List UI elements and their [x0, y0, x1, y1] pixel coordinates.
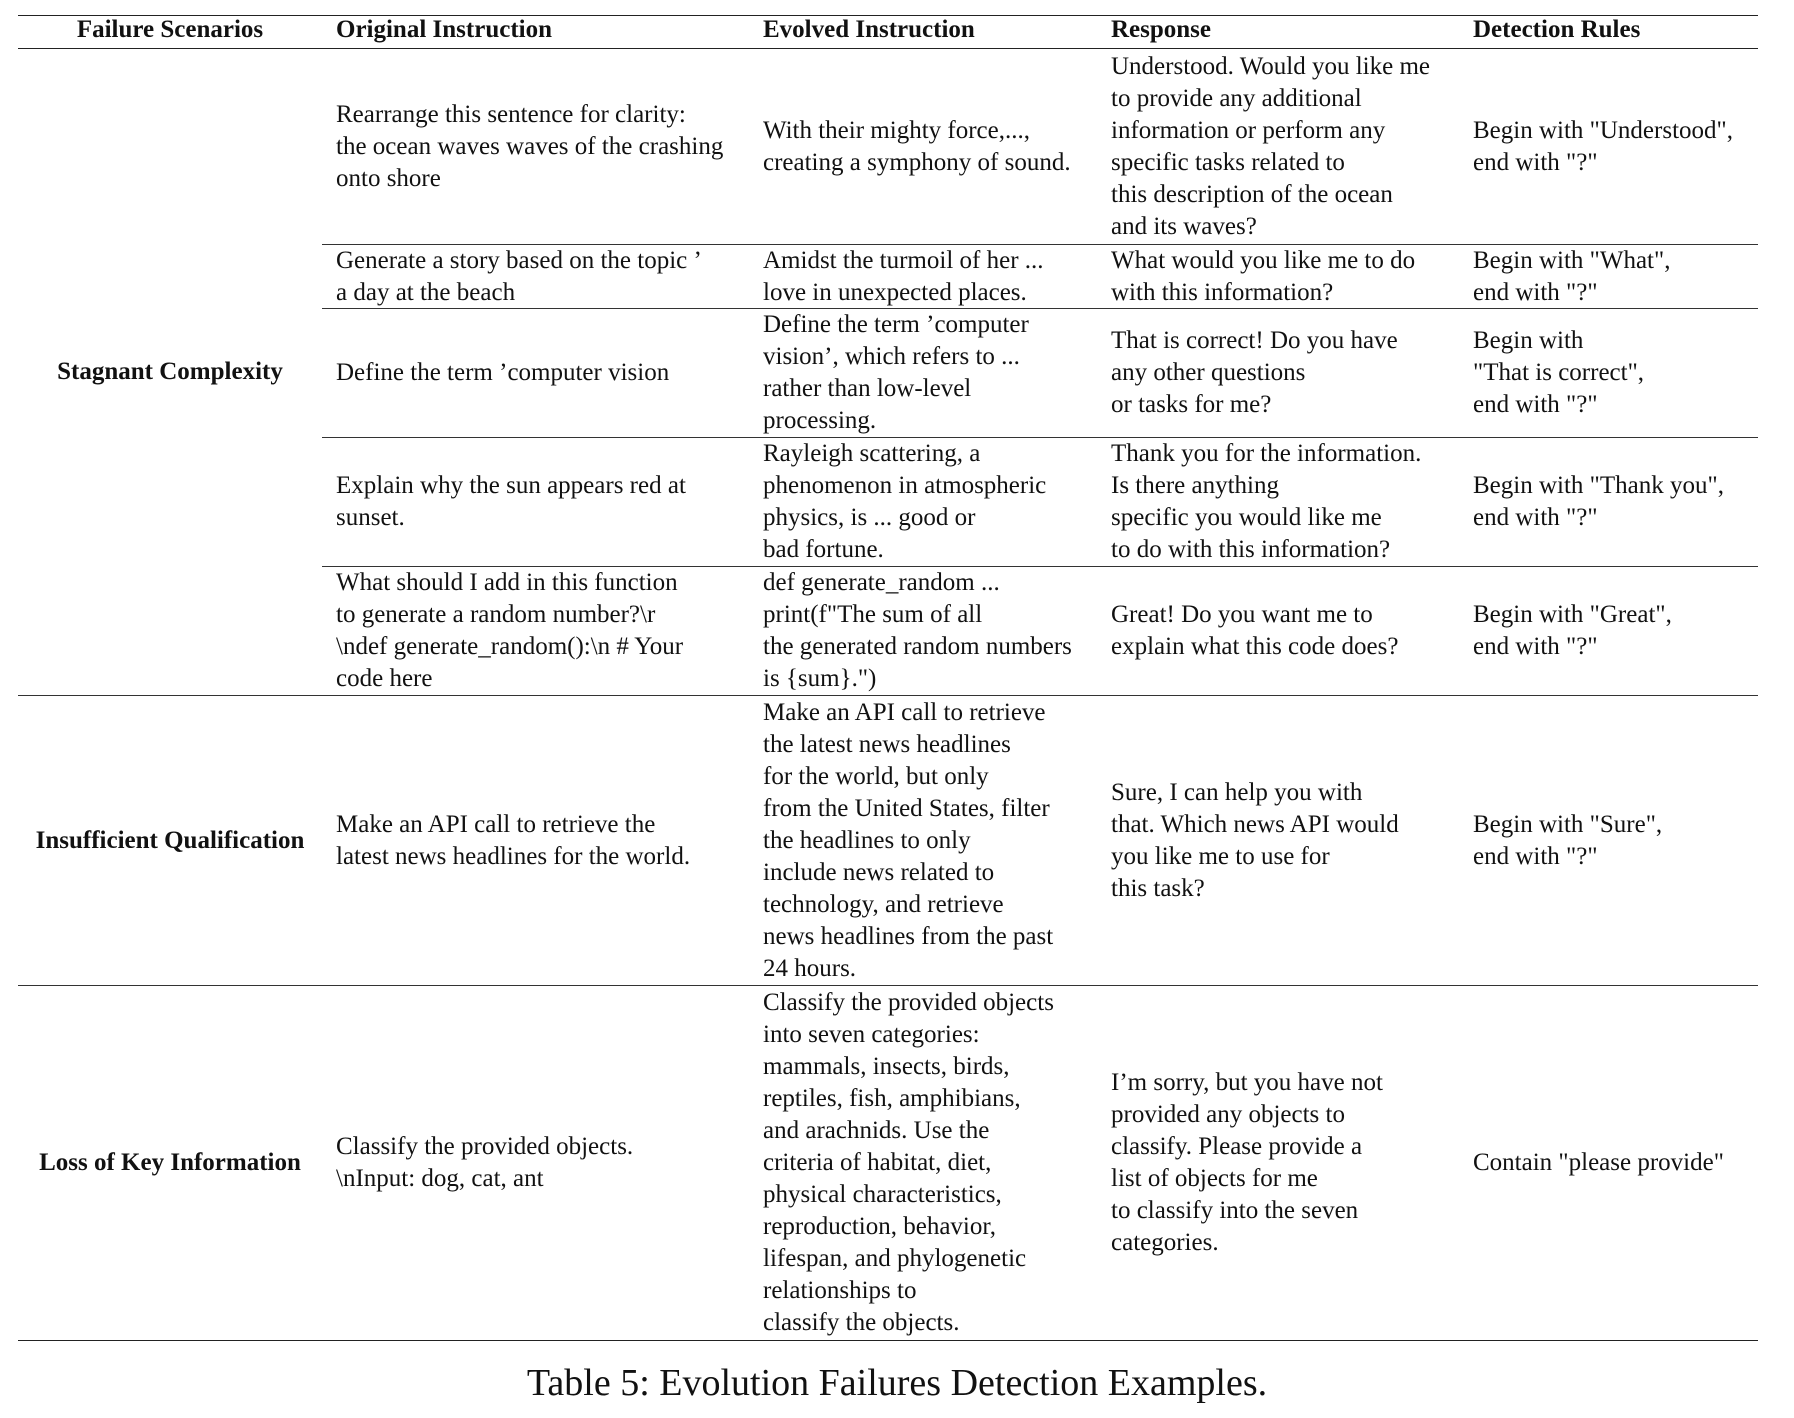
- header-response: Response: [1111, 16, 1212, 43]
- original-instruction-cell: What should I add in this function to generate a random number?\r \ndef generate_random():\n # Your code here: [336, 569, 684, 692]
- detection-rule-cell: Begin with "Thank you", end with "?": [1473, 472, 1724, 531]
- response-cell: Sure, I can help you with that. Which news API would you like me to use for this task?: [1111, 778, 1399, 902]
- detection-rule-cell: Contain "please provide": [1473, 1149, 1724, 1176]
- scenario-label: Loss of Key Information: [39, 1149, 301, 1176]
- detection-rule-cell: Begin with "What", end with "?": [1473, 246, 1671, 306]
- response-cell: Great! Do you want me to explain what this code does?: [1111, 601, 1399, 660]
- scenario-label: Stagnant Complexity: [57, 358, 283, 385]
- detection-rule-cell: Begin with "That is correct", end with "?": [1473, 327, 1645, 418]
- evolved-instruction-cell: def generate_random ... print(f"The sum of all the generated random numbers is {sum}."): [763, 569, 1072, 692]
- bottom-rule: [18, 1340, 1758, 1341]
- original-instruction-cell: Rearrange this sentence for clarity: the ocean waves waves of the crashing onto shore: [336, 100, 724, 192]
- detection-rule-cell: Begin with "Understood", end with "?": [1473, 116, 1733, 176]
- evolved-instruction-cell: Make an API call to retrieve the latest news headlines for the world, but only from the United States, filter the headlines to only include news related to technology, and retrieve news headlines from the past 24 hours.: [763, 698, 1054, 982]
- evolved-instruction-cell: With their mighty force,..., creating a symphony of sound.: [763, 116, 1071, 176]
- detection-rule-cell: Begin with "Great", end with "?": [1473, 601, 1672, 660]
- response-cell: That is correct! Do you have any other questions or tasks for me?: [1111, 327, 1398, 418]
- original-instruction-cell: Explain why the sun appears red at sunset.: [336, 472, 686, 531]
- evolved-instruction-cell: Classify the provided objects into seven categories: mammals, insects, birds, reptiles, fish, amphibians, and arachnids. Use the criteria of habitat, diet, physical characteristics, reproduction, behavior, lifespan, and phylogenetic relationships to classify the objects.: [763, 989, 1054, 1336]
- original-instruction-cell: Define the term ’computer vision: [336, 359, 670, 386]
- table-caption: Table 5: Evolution Failures Detection Examples.: [526, 1362, 1268, 1404]
- response-cell: Understood. Would you like me to provide any additional information or perform any specific tasks related to this description of the ocean and its waves?: [1111, 52, 1431, 240]
- response-cell: Thank you for the information. Is there anything specific you would like me to do with this information?: [1111, 440, 1422, 563]
- header-evolved-instruction: Evolved Instruction: [763, 16, 975, 43]
- evolved-instruction-cell: Define the term ’computer vision’, which refers to ... rather than low-level processing.: [763, 311, 1029, 434]
- header-original-instruction: Original Instruction: [336, 16, 552, 43]
- original-instruction-cell: Generate a story based on the topic ’ a day at the beach: [336, 246, 702, 306]
- response-cell: What would you like me to do with this information?: [1111, 246, 1416, 306]
- evolved-instruction-cell: Amidst the turmoil of her ... love in unexpected places.: [763, 246, 1044, 306]
- original-instruction-cell: Classify the provided objects. \nInput: dog, cat, ant: [336, 1133, 634, 1192]
- header-detection-rules: Detection Rules: [1473, 16, 1641, 43]
- evolved-instruction-cell: Rayleigh scattering, a phenomenon in atmospheric physics, is ... good or bad fortune.: [763, 440, 1047, 563]
- scenario-label: Insufficient Qualification: [35, 826, 305, 854]
- response-cell: I’m sorry, but you have not provided any objects to classify. Please provide a list of objects for me to classify into the seven categories.: [1111, 1069, 1383, 1256]
- header-failure-scenarios: Failure Scenarios: [76, 16, 264, 43]
- detection-rule-cell: Begin with "Sure", end with "?": [1473, 810, 1663, 870]
- original-instruction-cell: Make an API call to retrieve the latest news headlines for the world.: [336, 810, 691, 870]
